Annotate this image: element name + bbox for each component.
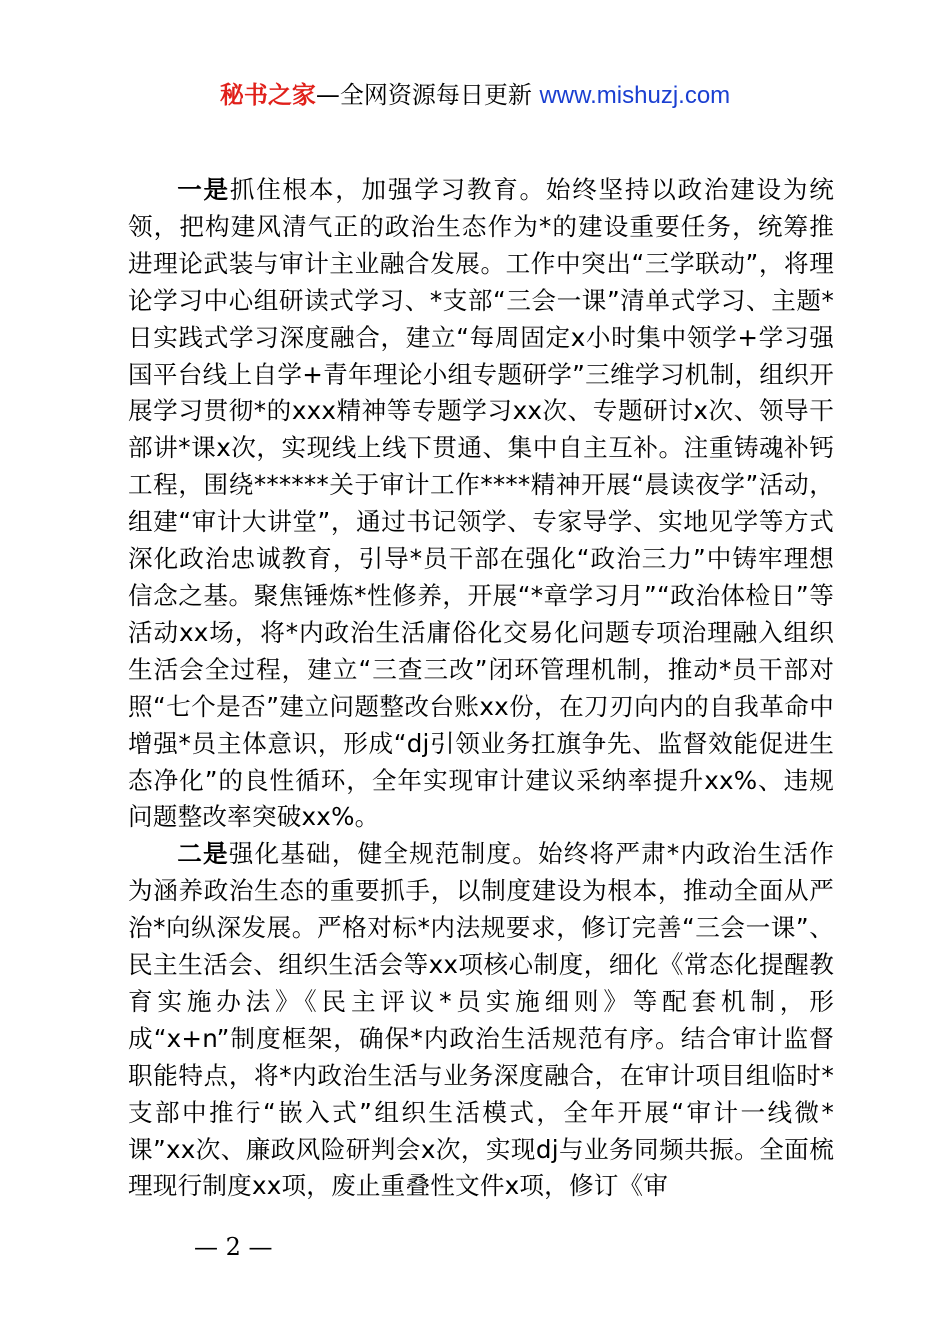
site-header [0,78,950,113]
site-tagline: —全网资源每日更新 [315,81,540,109]
document-body [128,172,834,1205]
site-url-link[interactable]: www.mishuzj.com [539,82,731,109]
paragraph-2-text: 强化基础，健全规范制度。始终将严肃*内政治生活作为涵养政治生态的重要抓手，以制度建设为根本，推动全面从严治*向纵深发展。严格对标*内法规要求，修订完善“三会一课”、民主生活会、组织生活会等xx项核心制度，细化《常态化提醒教育实施办法》《民主评议*员实施细则》等配套机制，形成“x+n”制度框架，确保*内政治生活规范有序。结合审计监督职能特点，将*内政治生活与业务深度融合，在审计项目组临时*支部中推行“嵌入式”组织生活模式，全年开展“审计一线微*课”xx次、廉政风险研判会x次，实现dj与业务同频共振。全面梳理现行制度xx项，废止重叠性文件x项，修订《审 [128,839,834,1201]
paragraph-1-text: 抓住根本，加强学习教育。始终坚持以政治建设为统领，把构建风清气正的政治生态作为*的建设重要任务，统筹推进理论武装与审计主业融合发展。工作中突出“三学联动”，将理论学习中心组研读式学习、*支部“三会一课”清单式学习、主题*日实践式学习深度融合，建立“每周固定x小时集中领学+学习强国平台线上自学+青年理论小组专题研学”三维学习机制，组织开展学习贯彻*的xxx精神等专题学习xx次、专题研讨x次、领导干部讲*课x次，实现线上线下贯通、集中自主互补。注重铸魂补钙工程，围绕******关于审计工作****精神开展“晨读夜学”活动，组建“审计大讲堂”，通过书记领学、专家导学、实地见学等方式深化政治忠诚教育，引导*员干部在强化“政治三力”中铸牢理想信念之基。聚焦锤炼*性修养，开展“*章学习月”“政治体检日”等活动xx场，将*内政治生活庸俗化交易化问题专项治理融入组织生活会全过程，建立“三查三改”闭环管理机制，推动*员干部对照“七个是否”建立问题整改台账xx份，在刀刃向内的自我革命中增强*员主体意识，形成“dj引领业务扛旗争先、监督效能促进生态净化”的良性循环，全年实现审计建议采纳率提升xx%、违规问题整改率突破xx%。 [128,175,834,832]
site-name: 秘书之家 [219,81,316,109]
page-number: — 2 — [194,1233,273,1261]
paragraph-2 [128,836,834,1205]
paragraph-2-lead: 二是 [177,839,229,869]
paragraph-1-lead: 一是 [177,175,230,204]
paragraph-1 [128,172,834,836]
